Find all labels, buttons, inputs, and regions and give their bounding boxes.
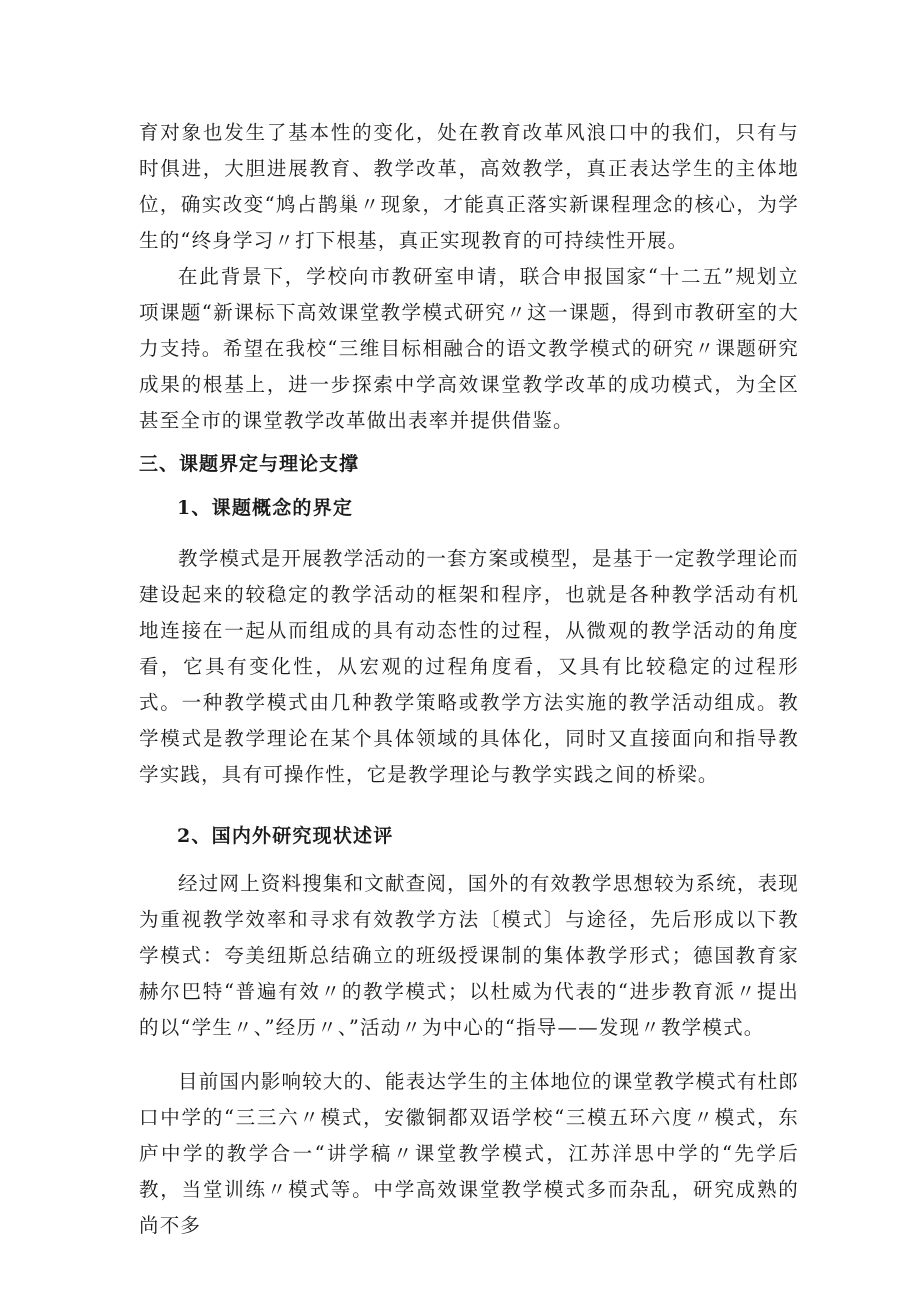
subsection-1-body: 教学模式是开展教学活动的一套方案或模型，是基于一定教学理论而建设起来的较稳定的教学活动的框架和程序，也就是各种教学活动有机地连接在一起从而组成的具有动态性的过程，从微观的教学活动的角度看，它具有变化性，从宏观的过程角度看，又具有比较稳定的过程形式。一种教学模式由几种教学策略或教学方法实施的教学活动组成。教学模式是教学理论在某个具体领域的具体化，同时又直接面向和指导教学实践，具有可操作性，它是教学理论与教学实践之间的桥梁。	[139, 547, 800, 786]
section-heading-block	[139, 446, 799, 482]
subsection-1-body-block	[139, 541, 799, 793]
subsection-2-body-1: 经过网上资料搜集和文献查阅，国外的有效教学思想较为系统，表现为重视教学效率和寻求有效教学方法〔模式〕与途径，先后形成以下教学模式：夸美纽斯总结确立的班级授课制的集体教学形式；德国教育家赫尔巴特“普遍有效〃的教学模式；以杜威为代表的“进步教育派〃提出的以“学生〃、”经历〃、”活动〃为中心的“指导——发现〃教学模式。	[139, 872, 800, 1039]
subsection-2-body-1-block	[139, 866, 799, 1046]
intro-paragraph-2: 在此背景下，学校向市教研室申请，联合申报国家“十二五”规划立项课题“新课标下高效课堂教学模式研究〃这一课题，得到市教研室的大力支持。希望在我校“三维目标相融合的语文教学模式的研究〃课题研究成果的根基上，进一步探索中学高效课堂教学改革的成功模式，为全区甚至全市的课堂教学改革做出表率并提供借鉴。	[139, 265, 799, 432]
section-heading: 三、课题界定与理论支撑	[139, 453, 360, 475]
subsection-2-title: 2、国内外研究现状述评	[177, 825, 394, 847]
subsection-2-body-2-block	[139, 1064, 799, 1244]
subsection-1-title: 1、课题概念的界定	[177, 497, 354, 519]
subsection-1-title-block	[139, 490, 799, 526]
subsection-2-title-block	[139, 818, 799, 854]
intro-paragraph-1: 育对象也发生了基本性的变化，处在教育改革风浪口中的我们，只有与时俱进，大胆进展教育、教学改革，高效教学，真正表达学生的主体地位，确实改变“鸠占鹊巢〃现象，才能真正落实新课程理念的核心，为学生的“终身学习〃打下根基，真正实现教育的可持续性开展。	[139, 121, 799, 252]
subsection-2-body-2: 目前国内影响较大的、能表达学生的主体地位的课堂教学模式有杜郎口中学的“三三六〃模式，安徽铜都双语学校“三模五环六度〃模式，东庐中学的教学合一“讲学稿〃课堂教学模式，江苏洋思中学的“先学后教，当堂训练〃模式等。中学高效课堂教学模式多而杂乱，研究成熟的尚不多	[139, 1070, 800, 1237]
paragraph-block-intro	[139, 115, 799, 439]
